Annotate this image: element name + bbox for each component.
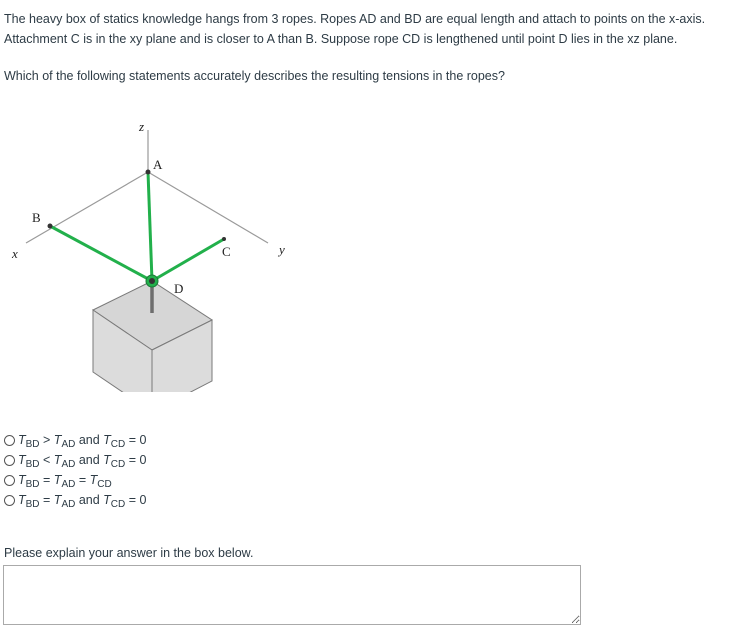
option-2-text: $T_{BD} < T_{AD}$ and $T_{CD} = 0$ — [18, 453, 147, 470]
label-c: C — [222, 244, 231, 259]
label-b: B — [32, 210, 41, 225]
question-line-1: The heavy box of statics knowledge hangs from 3 ropes. Ropes AD and BD are equal length and attach to points on the x-axis. — [4, 12, 706, 26]
axes — [26, 130, 268, 243]
option-2-radio[interactable] — [4, 455, 15, 466]
point-d-center — [149, 278, 155, 284]
point-c — [222, 237, 226, 241]
option-1[interactable] — [4, 430, 146, 450]
explain-label: Please explain your answer in the box below. — [4, 546, 254, 560]
x-axis — [26, 172, 148, 243]
question-prompt: Which of the following statements accurately describes the resulting tensions in the ropes? — [4, 69, 505, 83]
point-a — [146, 170, 151, 175]
question-text — [4, 9, 742, 49]
y-axis — [148, 172, 268, 243]
option-3-text: $T_{BD} = T_{AD} = T_{CD}$ — [18, 473, 112, 490]
statics-figure — [0, 112, 320, 392]
label-d: D — [174, 281, 184, 296]
label-z: z — [139, 119, 145, 134]
label-a: A — [153, 157, 163, 172]
label-y: y — [279, 242, 285, 257]
rope-ad — [148, 172, 152, 281]
option-4-text: $T_{BD} = T_{AD}$ and $T_{CD} = 0$ — [18, 493, 147, 510]
option-4-radio[interactable] — [4, 495, 15, 506]
rope-cd — [152, 239, 224, 281]
label-x: x — [12, 246, 18, 261]
option-3[interactable] — [4, 470, 146, 490]
option-1-text: $T_{BD} > T_{AD}$ and $T_{CD} = 0$ — [18, 433, 147, 450]
question-line-2: Attachment C is in the xy plane and is closer to A than B. Suppose rope CD is lengthened until point D lies in the xz plane. — [4, 32, 678, 46]
option-3-radio[interactable] — [4, 475, 15, 486]
answer-options — [4, 430, 146, 510]
rope-bd — [50, 226, 152, 281]
option-4[interactable] — [4, 490, 146, 510]
explanation-textarea[interactable] — [3, 565, 581, 625]
ropes — [50, 172, 224, 281]
option-1-radio[interactable] — [4, 435, 15, 446]
point-b — [48, 224, 53, 229]
option-2[interactable] — [4, 450, 146, 470]
